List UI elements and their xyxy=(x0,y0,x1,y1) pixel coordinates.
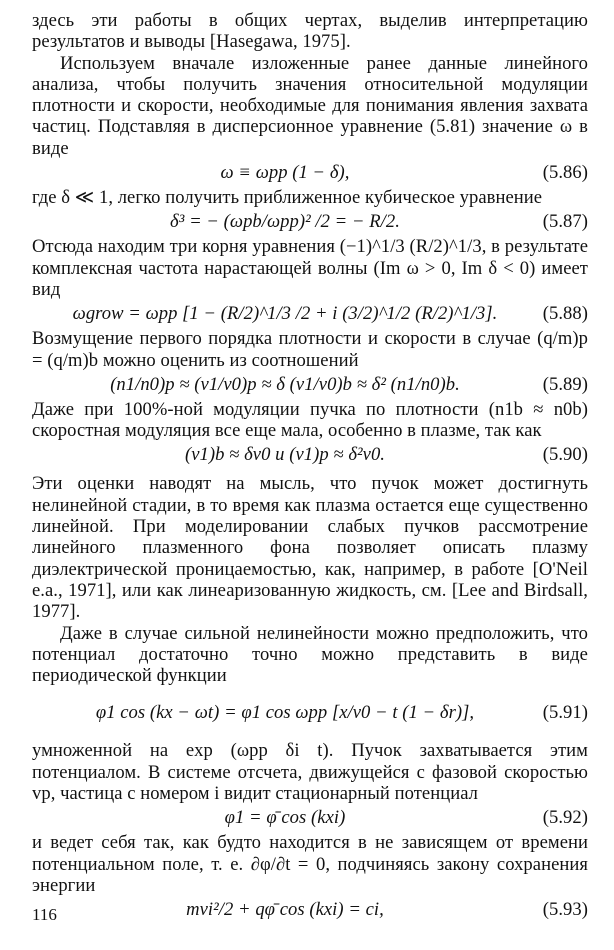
equation-5-92-number: (5.92) xyxy=(542,807,588,829)
paragraph-7: Эти оценки наводят на мысль, что пучок может достигнуть нелинейной стадии, в то время как плазма остается еще существенно линейной. При моделировании слабых пучков рассмотрение линейного плазменного фона позволяет описать плазму диэлектрической проницаемостью, как, например, в работе [O'Neil e.a., 1971], или как линеаризованную жидкость, см. [Lee and Birdsall, 1977]. xyxy=(32,473,588,623)
equation-5-93 xyxy=(32,897,588,923)
equation-5-89-number: (5.89) xyxy=(542,373,588,395)
page-number: 116 xyxy=(32,905,57,924)
equation-5-91 xyxy=(32,687,588,739)
paragraph-8: Даже в случае сильной нелинейности можно предположить, что потенциал достаточно точно можно представить в виде периодической функции xyxy=(32,622,588,687)
equation-5-88 xyxy=(32,301,588,327)
paragraph-6: Даже при 100%-ной модуляции пучка по плотности (n1b ≈ n0b) скоростная модуляция все еще мала, особенно в плазме, так как xyxy=(32,398,588,442)
page-content xyxy=(32,10,588,924)
equation-5-92-body: φ1 = φ̄ cos (kxi) xyxy=(224,807,346,829)
equation-5-86-body: ω ≡ ωpp (1 − δ), xyxy=(220,162,350,184)
equation-5-89-body: (n1/n0)p ≈ (v1/v0)p ≈ δ (v1/v0)b ≈ δ² (n1/n0)b. xyxy=(110,373,460,395)
equation-5-88-body: ωgrow = ωpp [1 − (R/2)^1/3 /2 + i (3/2)^1/2 (R/2)^1/3]. xyxy=(72,303,498,325)
equation-5-90 xyxy=(32,442,588,468)
equation-5-92 xyxy=(32,805,588,831)
paragraph-5: Возмущение первого порядка плотности и скорости в случае (q/m)p = (q/m)b можно оценить из соотношений xyxy=(32,328,588,371)
equation-5-87 xyxy=(32,209,588,235)
paragraph-2: Используем вначале изложенные ранее данные линейного анализа, чтобы получить значения относительной модуляции плотности и скорости, необходимые для понимания явления захвата частиц. Подставляя в дисперсионное уравнение (5.81) значение ω в виде xyxy=(32,52,588,159)
paragraph-9: умноженной на exp (ωpp δi t). Пучок захватывается этим потенциалом. В системе отсчета, движущейся с фазовой скоростью vp, частица с номером i видит стационарный потенциал xyxy=(32,740,588,805)
equation-5-87-number: (5.87) xyxy=(542,211,588,233)
equation-5-93-body: mvi²/2 + qφ̄ cos (kxi) = ci, xyxy=(186,899,384,921)
equation-5-88-number: (5.88) xyxy=(542,303,588,325)
equation-5-91-number: (5.91) xyxy=(542,702,588,724)
equation-5-87-body: δ³ = − (ωpb/ωpp)² /2 = − R/2. xyxy=(170,211,400,233)
equation-5-90-number: (5.90) xyxy=(542,444,588,466)
paragraph-4: Отсюда находим три корня уравнения (−1)^1/3 (R/2)^1/3, в результате комплексная частота нарастающей волны (Im ω > 0, Im δ < 0) имеет вид xyxy=(32,236,588,300)
paragraph-10: и ведет себя так, как будто находится в не зависящем от времени потенциальном поле, т. е. ∂φ/∂t = 0, подчиняясь закону сохранения энергии xyxy=(32,832,588,896)
equation-5-93-number: (5.93) xyxy=(542,899,588,921)
paragraph-3: где δ ≪ 1, легко получить приближенное кубическое уравнение xyxy=(32,187,543,209)
equation-5-86 xyxy=(32,160,588,186)
equation-5-86-number: (5.86) xyxy=(542,162,588,184)
paragraph-1: здесь эти работы в общих чертах, выделив интерпретацию результатов и выводы [Hasegawa, 1975]. xyxy=(32,10,588,53)
equation-5-90-body: (v1)b ≈ δv0 и (v1)p ≈ δ²v0. xyxy=(184,444,386,466)
equation-5-91-body: φ1 cos (kx − ωt) = φ1 cos ωpp [x/v0 − t (1 − δr)], xyxy=(95,702,475,724)
equation-5-89 xyxy=(32,372,588,398)
